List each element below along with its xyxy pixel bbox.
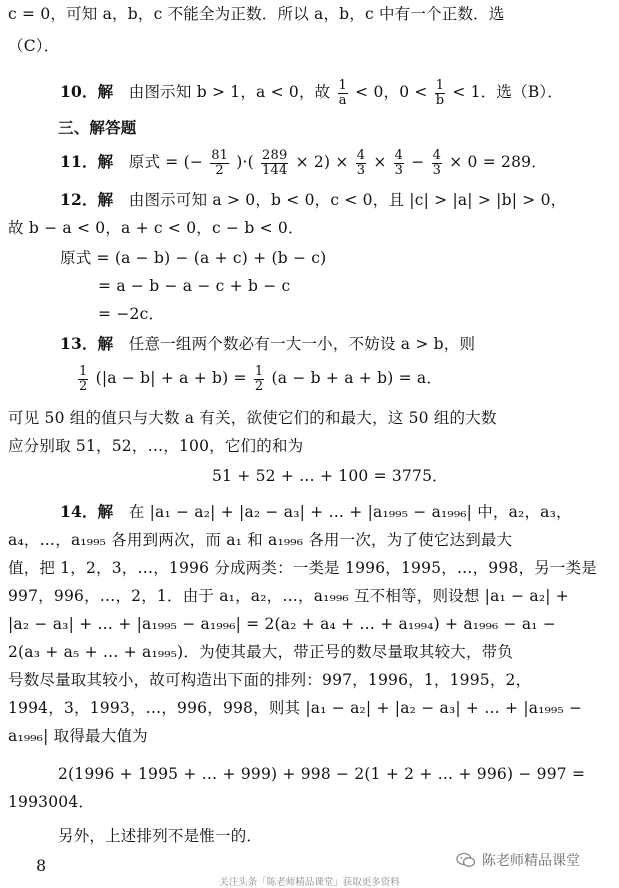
problem-13 [60,334,475,354]
wechat-icon [456,852,476,868]
text-line: 1994，3，1993，…，996，998，则其 |a₁ − a₂| + |a₂ − a₃| + … + |a₁₉₉₅ − [8,699,583,717]
text-span: < 0，0 < [355,83,428,101]
text-span: 由图示可知 a > 0，b < 0，c < 0，且 |c| > |a| > |b| > 0， [128,191,567,209]
problem-label: 10．解 [60,82,114,101]
text-span: 原式 = (− [128,153,204,171]
denominator: 2 [254,378,264,394]
problem-label: 12．解 [60,190,114,209]
text-span: 在 |a₁ − a₂| + |a₂ − a₃| + … + |a₁₉₉₅ − a₁₉₉₆| 中，a₂，a₃， [128,503,572,521]
numerator: 1 [338,77,347,93]
text-span: (|a − b| + a + b) = [95,369,247,387]
fraction [394,149,404,178]
fraction [78,365,88,394]
fraction [435,79,445,108]
text-span: × 0 = 289． [449,153,547,171]
text-line: 号数尽量取其较小，故可构造出下面的排列：997，1996，1，1995，2， [8,671,532,689]
denominator: 2 [79,378,88,394]
problem-label: 13．解 [60,334,114,353]
denominator: b [435,92,445,108]
fraction [261,149,288,178]
text-line: 可见 50 组的值只与大数 a 有关，欲使它们的和最大，这 50 组的大数 [8,409,497,427]
denominator: 3 [394,162,404,178]
text-line: （C）． [8,37,60,55]
equation-line: 原式 = (a − b) − (a + c) + (b − c) [60,249,327,267]
denominator: a [338,92,347,108]
equation-line: = −2c． [98,305,165,323]
text-line: 997，996，…，2，1．由于 a₁，a₂，…，a₁₉₉₆ 互不相等，则设想 |a₁ − a₂| + [8,587,569,605]
section-heading: 三、解答题 [58,118,137,137]
problem-label: 14．解 [60,502,114,521]
equation-line: 51 + 52 + … + 100 = 3775． [212,467,448,485]
fraction [210,149,229,178]
numerator: 81 [211,147,229,163]
denominator: 3 [432,162,442,178]
watermark-text: 陈老师精品课堂 [482,853,580,869]
text-line: c = 0，可知 a，b，c 不能全为正数．所以 a，b，c 中有一个正数．选 [8,5,505,23]
problem-label: 11．解 [60,152,114,171]
numerator: 1 [79,363,88,379]
text-span: − [411,153,425,171]
numerator: 1 [435,77,445,93]
text-line: 2(a₃ + a₅ + … + a₁₉₉₅)．为使其最大，带正号的数尽量取其较大，带负 [8,643,514,661]
denominator: 3 [356,162,366,178]
problem-10 [60,78,563,108]
fraction [254,365,264,394]
text-span: (a − b + a + b) = a． [271,369,443,387]
fraction [338,79,348,108]
text-span: × [373,153,387,171]
numerator: 4 [432,147,442,163]
text-line: 应分别取 51，52，…，100，它们的和为 [8,437,304,455]
text-span: 由图示知 b > 1，a < 0，故 [128,83,331,101]
denominator: 2 [215,162,224,178]
numerator: 4 [356,147,366,163]
text-span: × 2) × [295,153,349,171]
text-span: < 1．选（B）． [452,83,564,101]
text-line: |a₂ − a₃| + … + |a₁₉₉₅ − a₁₉₉₆| = 2(a₂ + a₄ + … + a₁₉₉₄) + a₁₉₉₆ − a₁ − [8,615,557,633]
numerator: 4 [394,147,404,163]
text-line: 值，把 1，2，3，…，1996 分成两类：一类是 1996，1995，…，998，另一类是 [8,559,597,577]
formula-line [76,362,442,394]
problem-14 [60,502,572,522]
text-line: a₁₉₉₆| 取得最大值为 [8,727,148,745]
footer-note: 关注头条「陈老师精品课堂」获取更多资料 [219,877,400,888]
numerator: 289 [262,147,288,163]
fraction [432,149,442,178]
problem-11 [60,146,547,178]
problem-12 [60,190,566,210]
denominator: 144 [262,162,288,178]
text-span: 任意一组两个数必有一大一小，不妨设 a > b，则 [128,335,476,353]
watermark [456,850,580,870]
text-line: 另外，上述排列不是惟一的． [58,827,263,845]
equation-line: 2(1996 + 1995 + … + 999) + 998 − 2(1 + 2 + … + 996) − 997 = [58,765,586,783]
fraction [356,149,366,178]
text-line: 故 b − a < 0，a + c < 0，c − b < 0． [8,219,304,237]
text-span: )·( [236,153,254,171]
page-number: 8 [36,856,47,875]
equation-line: = a − b − a − c + b − c [98,277,291,295]
numerator: 1 [254,363,264,379]
text-line: 1993004． [8,793,95,811]
text-line: a₄，…，a₁₉₉₅ 各用到两次，而 a₁ 和 a₁₉₉₆ 各用一次，为了使它达到最大 [8,531,513,549]
